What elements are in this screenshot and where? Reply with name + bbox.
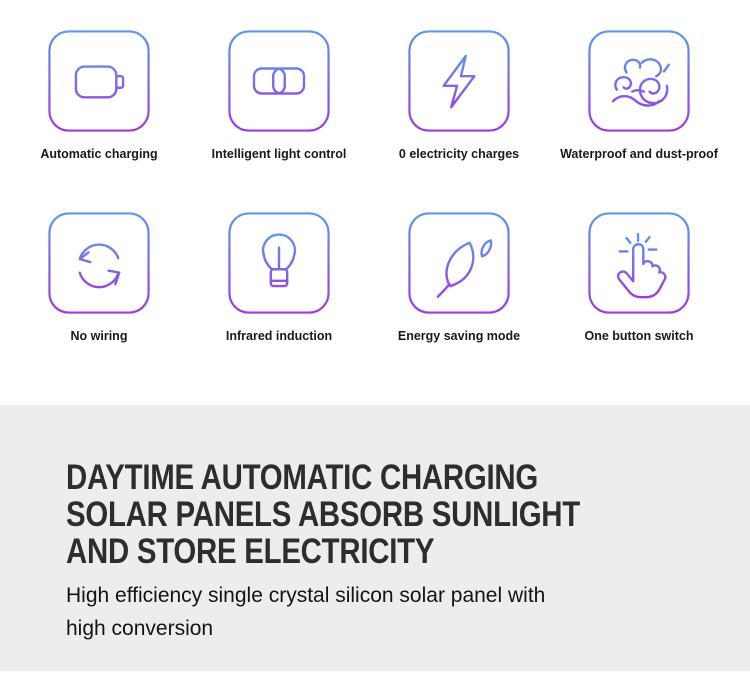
lightning-icon: [408, 28, 510, 134]
heading-line-1: DAYTIME AUTOMATIC CHARGING: [66, 458, 539, 497]
feature-one-button-switch: [584, 210, 694, 343]
description-line-2: high conversion: [66, 617, 214, 640]
feature-label: 0 electricity charges: [398, 147, 520, 161]
feature-label: Infrared induction: [225, 329, 333, 343]
feature-intelligent-light-control: [211, 28, 347, 161]
feature-label: No wiring: [70, 329, 128, 343]
heading-line-2: SOLAR PANELS ABSORB SUNLIGHT: [66, 495, 581, 534]
description-line-1: High efficiency single crystal silicon solar panel with: [66, 584, 546, 607]
battery-icon: [48, 28, 150, 134]
heading-line-3: AND STORE ELECTRICITY: [66, 532, 435, 571]
water-splash-icon: [588, 28, 690, 134]
feature-label: Intelligent light control: [211, 147, 347, 161]
feature-label: Automatic charging: [40, 147, 158, 161]
feature-label: Energy saving mode: [397, 329, 521, 343]
feature-energy-saving-mode: [397, 210, 521, 343]
section-description: [66, 579, 710, 645]
feature-waterproof-and-dust-proof: [560, 28, 718, 161]
feature-no-wiring: [48, 210, 150, 343]
info-section: [0, 405, 750, 671]
section-heading: [66, 459, 710, 570]
leaf-icon: [408, 210, 510, 316]
light-bulb-icon: [228, 210, 330, 316]
feature-row-2: [48, 210, 694, 343]
feature-automatic-charging: [40, 28, 158, 161]
feature-row-1: [40, 28, 718, 161]
light-control-icon: [228, 28, 330, 134]
feature-label: One button switch: [584, 329, 694, 343]
tap-hand-icon: [588, 210, 690, 316]
feature-infrared-induction: [225, 210, 333, 343]
feature-0-electricity-charges: [398, 28, 520, 161]
feature-label: Waterproof and dust-proof: [560, 147, 718, 161]
refresh-arrows-icon: [48, 210, 150, 316]
